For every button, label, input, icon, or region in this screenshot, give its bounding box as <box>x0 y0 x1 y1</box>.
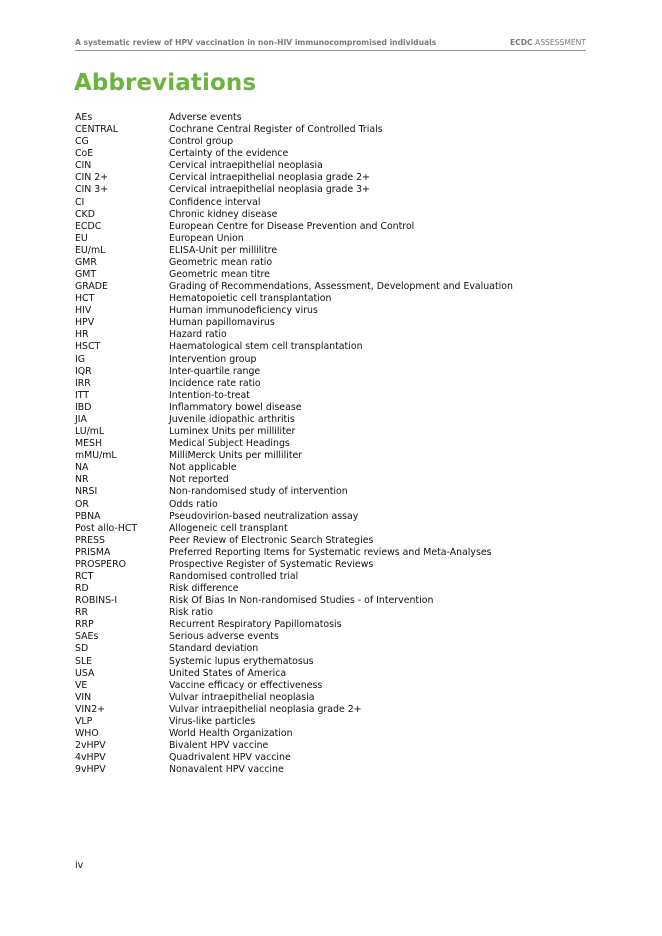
abbreviation-definition: Control group <box>169 136 234 148</box>
abbreviation-definition: Intention-to-treat <box>169 389 250 401</box>
abbreviation-term: PBNA <box>75 510 101 522</box>
abbreviation-term: NR <box>75 474 89 486</box>
abbreviation-term: JIA <box>75 413 87 425</box>
abbreviation-term: CKD <box>75 208 95 220</box>
abbreviation-term: GMR <box>75 256 97 268</box>
abbreviation-row <box>75 124 575 136</box>
abbreviation-term: 2vHPV <box>75 740 106 752</box>
abbreviation-definition: Serious adverse events <box>169 631 279 643</box>
abbreviation-term: OR <box>75 498 89 510</box>
abbreviation-definition: Human immunodeficiency virus <box>169 305 318 317</box>
abbreviation-list <box>75 112 575 776</box>
abbreviation-term: GRADE <box>75 281 108 293</box>
abbreviation-definition: Risk Of Bias In Non-randomised Studies - of Intervention <box>169 595 434 607</box>
abbreviation-row <box>75 293 575 305</box>
abbreviation-definition: Vaccine efficacy or effectiveness <box>169 679 323 691</box>
header-brand-suffix: ASSESSMENT <box>535 38 586 47</box>
abbreviation-definition: Incidence rate ratio <box>169 377 261 389</box>
abbreviation-row <box>75 583 575 595</box>
abbreviation-row <box>75 764 575 776</box>
abbreviation-definition: Cervical intraepithelial neoplasia grade 3+ <box>169 184 370 196</box>
abbreviation-term: VLP <box>75 715 93 727</box>
abbreviation-definition: Randomised controlled trial <box>169 570 299 582</box>
abbreviation-definition: Quadrivalent HPV vaccine <box>169 752 291 764</box>
abbreviation-definition: World Health Organization <box>169 727 293 739</box>
abbreviation-term: VE <box>75 679 88 691</box>
abbreviation-term: AEs <box>75 112 93 123</box>
abbreviation-definition: Certainty of the evidence <box>169 148 289 160</box>
abbreviation-row <box>75 366 575 378</box>
abbreviation-row <box>75 257 575 269</box>
abbreviation-definition: Risk difference <box>169 583 239 595</box>
abbreviation-row <box>75 595 575 607</box>
abbreviation-row <box>75 607 575 619</box>
abbreviation-row <box>75 305 575 317</box>
abbreviation-term: WHO <box>75 727 99 739</box>
abbreviation-definition: Non-randomised study of intervention <box>169 486 348 498</box>
abbreviation-term: SD <box>75 643 89 655</box>
abbreviation-row <box>75 656 575 668</box>
abbreviation-row <box>75 511 575 523</box>
abbreviation-term: RCT <box>75 570 94 582</box>
abbreviation-row <box>75 680 575 692</box>
abbreviation-definition: Cervical intraepithelial neoplasia <box>169 160 323 172</box>
abbreviation-term: NA <box>75 462 89 474</box>
abbreviation-row <box>75 245 575 257</box>
abbreviation-row <box>75 486 575 498</box>
abbreviation-term: VIN2+ <box>75 703 106 715</box>
abbreviation-definition: Hematopoietic cell transplantation <box>169 293 332 305</box>
abbreviation-term: RRP <box>75 619 94 631</box>
abbreviation-row <box>75 341 575 353</box>
abbreviation-definition: Systemic lupus erythematosus <box>169 655 314 667</box>
abbreviation-row <box>75 184 575 196</box>
abbreviation-term: SAEs <box>75 631 99 643</box>
abbreviation-definition: Juvenile idiopathic arthritis <box>169 413 295 425</box>
abbreviation-definition: Prospective Register of Systematic Reviews <box>169 558 374 570</box>
abbreviation-term: MESH <box>75 438 103 450</box>
abbreviation-row <box>75 450 575 462</box>
abbreviation-row <box>75 728 575 740</box>
running-header <box>75 38 586 51</box>
abbreviation-term: HR <box>75 329 89 341</box>
abbreviation-row <box>75 221 575 233</box>
abbreviation-row <box>75 172 575 184</box>
abbreviation-term: GMT <box>75 269 97 281</box>
abbreviation-row <box>75 317 575 329</box>
abbreviation-definition: Cervical intraepithelial neoplasia grade 2+ <box>169 172 370 184</box>
abbreviation-row <box>75 378 575 390</box>
abbreviation-row <box>75 233 575 245</box>
abbreviation-definition: Pseudovirion-based neutralization assay <box>169 510 359 522</box>
abbreviation-row <box>75 631 575 643</box>
abbreviation-definition: Confidence interval <box>169 196 261 208</box>
abbreviation-row <box>75 438 575 450</box>
abbreviation-definition: Allogeneic cell transplant <box>169 522 288 534</box>
header-document-title: A systematic review of HPV vaccination in non-HIV immunocompromised individuals <box>75 38 437 47</box>
abbreviation-term: EU <box>75 232 88 244</box>
abbreviation-definition: Virus-like particles <box>169 715 256 727</box>
abbreviation-row <box>75 354 575 366</box>
abbreviation-definition: Odds ratio <box>169 498 218 510</box>
abbreviation-term: IQR <box>75 365 92 377</box>
abbreviation-term: ITT <box>75 389 90 401</box>
abbreviation-term: 9vHPV <box>75 764 106 776</box>
abbreviation-term: IG <box>75 353 86 365</box>
abbreviation-row <box>75 692 575 704</box>
abbreviation-term: CENTRAL <box>75 124 118 136</box>
abbreviation-row <box>75 716 575 728</box>
abbreviation-definition: Recurrent Respiratory Papillomatosis <box>169 619 342 631</box>
abbreviation-term: PRESS <box>75 534 105 546</box>
abbreviation-term: CG <box>75 136 89 148</box>
abbreviation-definition: Haematological stem cell transplantation <box>169 341 363 353</box>
abbreviation-definition: Standard deviation <box>169 643 259 655</box>
abbreviation-term: PROSPERO <box>75 558 126 570</box>
abbreviation-definition: ELISA-Unit per millilitre <box>169 244 278 256</box>
abbreviation-term: mMU/mL <box>75 450 117 462</box>
abbreviation-term: IRR <box>75 377 91 389</box>
abbreviation-definition: Hazard ratio <box>169 329 227 341</box>
abbreviation-row <box>75 329 575 341</box>
abbreviation-row <box>75 148 575 160</box>
abbreviation-definition: Vulvar intraepithelial neoplasia grade 2+ <box>169 703 362 715</box>
abbreviation-definition: Grading of Recommendations, Assessment, Development and Evaluation <box>169 281 513 293</box>
abbreviation-term: Post allo-HCT <box>75 522 138 534</box>
abbreviation-definition: Luminex Units per milliliter <box>169 426 296 438</box>
abbreviation-definition: Medical Subject Headings <box>169 438 290 450</box>
abbreviation-term: HIV <box>75 305 92 317</box>
abbreviation-definition: European Union <box>169 232 244 244</box>
abbreviation-definition: Chronic kidney disease <box>169 208 278 220</box>
abbreviation-row <box>75 112 575 124</box>
abbreviation-row <box>75 559 575 571</box>
abbreviation-definition: Preferred Reporting Items for Systematic reviews and Meta-Analyses <box>169 546 492 558</box>
abbreviation-term: IBD <box>75 401 92 413</box>
abbreviation-definition: Adverse events <box>169 112 242 123</box>
abbreviation-term: CIN 3+ <box>75 184 109 196</box>
abbreviation-definition: Human papillomavirus <box>169 317 275 329</box>
abbreviation-term: PRISMA <box>75 546 111 558</box>
abbreviation-term: LU/mL <box>75 426 105 438</box>
abbreviation-row <box>75 643 575 655</box>
abbreviation-term: RD <box>75 583 89 595</box>
abbreviation-definition: Inter-quartile range <box>169 365 261 377</box>
header-brand-name: ECDC <box>509 38 533 47</box>
abbreviation-definition: Geometric mean titre <box>169 269 270 281</box>
abbreviation-definition: Nonavalent HPV vaccine <box>169 764 284 776</box>
abbreviation-row <box>75 281 575 293</box>
abbreviation-definition: Cochrane Central Register of Controlled Trials <box>169 124 383 136</box>
abbreviation-definition: Intervention group <box>169 353 257 365</box>
page-title: Abbreviations <box>74 70 257 96</box>
abbreviation-row <box>75 136 575 148</box>
abbreviation-row <box>75 547 575 559</box>
abbreviation-definition: Geometric mean ratio <box>169 256 273 268</box>
abbreviation-term: 4vHPV <box>75 752 106 764</box>
abbreviation-row <box>75 197 575 209</box>
abbreviation-row <box>75 704 575 716</box>
abbreviation-row <box>75 462 575 474</box>
abbreviation-row <box>75 523 575 535</box>
abbreviation-term: CoE <box>75 148 94 160</box>
abbreviation-term: CI <box>75 196 85 208</box>
abbreviation-term: ROBINS-I <box>75 595 118 607</box>
abbreviation-term: NRSI <box>75 486 98 498</box>
abbreviation-row <box>75 668 575 680</box>
abbreviation-row <box>75 571 575 583</box>
abbreviation-definition: Inflammatory bowel disease <box>169 401 302 413</box>
abbreviation-definition: Peer Review of Electronic Search Strategies <box>169 534 374 546</box>
abbreviation-row <box>75 474 575 486</box>
header-brand <box>510 38 586 47</box>
abbreviation-row <box>75 390 575 402</box>
abbreviation-row <box>75 535 575 547</box>
abbreviation-definition: United States of America <box>169 667 287 679</box>
abbreviation-term: CIN 2+ <box>75 172 109 184</box>
abbreviation-row <box>75 269 575 281</box>
abbreviation-definition: Bivalent HPV vaccine <box>169 740 269 752</box>
abbreviation-row <box>75 209 575 221</box>
abbreviation-term: CIN <box>75 160 92 172</box>
abbreviation-definition: Vulvar intraepithelial neoplasia <box>169 691 315 703</box>
abbreviation-definition: Not applicable <box>169 462 237 474</box>
abbreviation-term: SLE <box>75 655 93 667</box>
abbreviation-term: HCT <box>75 293 95 305</box>
abbreviation-row <box>75 402 575 414</box>
abbreviation-row <box>75 414 575 426</box>
abbreviation-row <box>75 619 575 631</box>
abbreviation-definition: Risk ratio <box>169 607 214 619</box>
abbreviation-term: HPV <box>75 317 95 329</box>
abbreviation-definition: MilliMerck Units per milliliter <box>169 450 303 462</box>
abbreviation-term: EU/mL <box>75 244 106 256</box>
abbreviation-term: USA <box>75 667 95 679</box>
abbreviation-row <box>75 740 575 752</box>
abbreviation-term: HSCT <box>75 341 101 353</box>
abbreviation-row <box>75 160 575 172</box>
abbreviation-term: VIN <box>75 691 92 703</box>
abbreviation-definition: European Centre for Disease Prevention and Control <box>169 220 415 232</box>
abbreviation-row <box>75 426 575 438</box>
abbreviation-row <box>75 499 575 511</box>
abbreviation-row <box>75 752 575 764</box>
page-number: iv <box>75 860 84 871</box>
abbreviation-definition: Not reported <box>169 474 229 486</box>
abbreviation-term: RR <box>75 607 89 619</box>
abbreviation-term: ECDC <box>75 220 102 232</box>
